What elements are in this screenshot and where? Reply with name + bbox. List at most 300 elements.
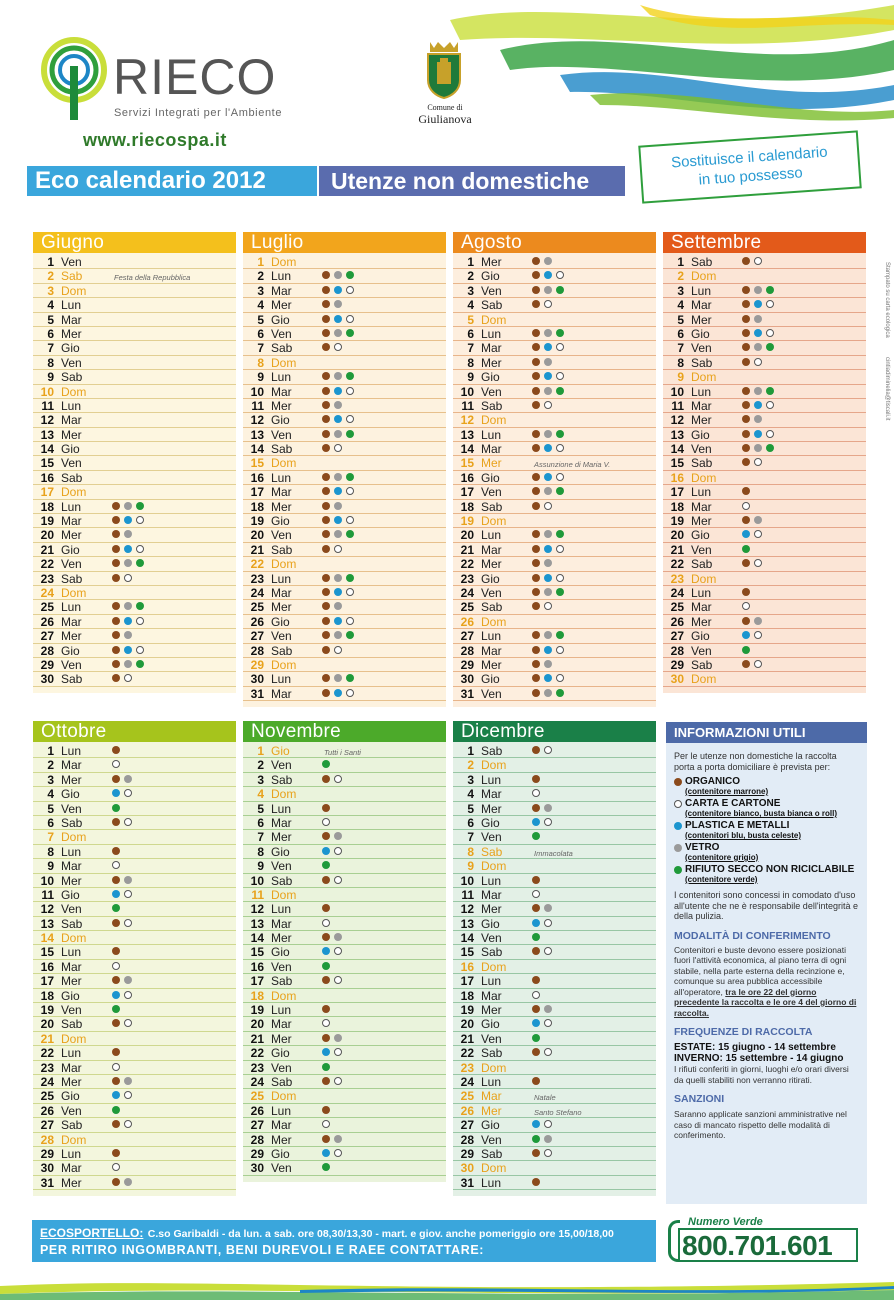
carta-dot-icon [112,1163,120,1171]
collection-dots [322,976,342,984]
collection-dots [322,876,342,884]
weekday: Dom [481,614,507,629]
day-row [243,385,446,399]
collection-dots [322,401,342,409]
plastica-dot-icon [754,401,762,409]
collection-dots [322,545,342,553]
carta-dot-icon [556,372,564,380]
collection-dots [112,646,144,654]
legend-sub: (contenitore grigio) [685,853,759,862]
collection-dots [112,1077,132,1085]
month-giugno [33,232,236,693]
weekday: Mar [481,887,502,902]
organico-dot-icon [322,876,330,884]
weekday: Mar [481,1089,502,1104]
plastica-dot-icon [544,574,552,582]
day-row [453,787,656,801]
plastica-dot-icon [544,343,552,351]
collection-dots [322,1034,342,1042]
collection-dots [112,1005,120,1013]
day-number: 30 [250,672,264,687]
collection-dots [532,358,552,366]
day-row [33,902,236,916]
vetro-dot-icon [334,832,342,840]
day-row [663,514,866,528]
day-number: 23 [250,1060,264,1075]
carta-dot-icon [346,487,354,495]
day-row [243,255,446,269]
organico-dot-icon [112,674,120,682]
organico-dot-icon [742,257,750,265]
organico-dot-icon [112,602,120,610]
collection-dots [742,415,762,423]
secco-dot-icon [112,904,120,912]
day-row [663,341,866,355]
collection-dots [112,861,120,869]
replace-calendar-stamp [638,130,862,203]
weekday: Mar [61,859,82,874]
weekday: Mar [271,384,292,399]
day-number: 30 [250,1161,264,1176]
day-number: 8 [47,844,54,859]
secco-dot-icon [346,674,354,682]
organico-dot-icon [322,343,330,351]
weekday: Lun [271,470,292,485]
organico-dot-icon [322,1005,330,1013]
collection-dots [742,646,750,654]
carta-dot-icon [742,602,750,610]
organico-dot-icon [322,689,330,697]
day-row [243,845,446,859]
day-row [453,1104,656,1118]
legend-sub: (contenitore verde) [685,875,758,884]
collection-dots [532,674,564,682]
carta-dot-icon [556,473,564,481]
secco-dot-icon [556,286,564,294]
day-row [453,658,656,672]
numero-verde-label: Numero Verde [688,1216,763,1228]
month-title: Dicembre [453,721,656,742]
weekday: Lun [271,902,292,917]
weekday: Gio [271,1146,290,1161]
weekday: Dom [481,1161,507,1176]
day-row [453,586,656,600]
weekday: Mer [61,772,82,787]
day-row [243,442,446,456]
day-number: 11 [461,398,474,413]
secco-dot-icon [346,329,354,337]
carta-dot-icon [346,689,354,697]
vetro-dot-icon [124,976,132,984]
collection-dots [742,559,762,567]
collection-dots [532,818,552,826]
weekday: Ven [271,758,292,773]
rieco-logo-icon [36,36,112,120]
day-number: 19 [40,514,54,529]
collection-dots [322,1106,330,1114]
day-row [453,960,656,974]
organico-dot-icon [322,933,330,941]
day-row [243,586,446,600]
banner-subtitle: Utenze non domestiche [319,166,625,196]
day-row [33,341,236,355]
weekday: Mar [481,643,502,658]
day-number: 11 [671,398,684,413]
day-row [453,428,656,442]
carta-dot-icon [346,286,354,294]
plastica-dot-icon [754,300,762,308]
organico-dot-icon [742,444,750,452]
carta-dot-icon [334,976,342,984]
carta-dot-icon [544,401,552,409]
weekday: Mer [481,557,502,572]
day-row [453,413,656,427]
vetro-dot-icon [334,674,342,682]
collection-dots [532,588,564,596]
day-row [663,327,866,341]
day-row [663,528,866,542]
vetro-dot-icon [124,530,132,538]
vetro-dot-icon [334,530,342,538]
collection-dots [532,343,564,351]
secco-dot-icon [532,1135,540,1143]
collection-dots [112,1120,132,1128]
footer-bar [32,1220,656,1262]
organico-dot-icon [742,430,750,438]
day-number: 30 [460,1161,474,1176]
day-row [453,356,656,370]
organico-dot-icon [112,1019,120,1027]
weekday: Lun [481,528,502,543]
day-row [33,672,236,686]
weekday: Dom [481,758,507,773]
day-row [243,399,446,413]
day-row [33,1176,236,1190]
day-row [243,787,446,801]
day-row [663,485,866,499]
day-number: 24 [250,1074,264,1089]
day-number: 27 [670,629,684,644]
collection-dots [112,1048,120,1056]
carta-dot-icon [124,1019,132,1027]
month-days [453,744,656,1190]
collection-dots [112,545,144,553]
month-title: Luglio [243,232,446,253]
secco-dot-icon [136,559,144,567]
weekday: Ven [481,1132,502,1147]
day-number: 1 [257,744,264,758]
secco-dot-icon [136,602,144,610]
weekday: Mar [691,298,712,313]
collection-dots [322,271,354,279]
day-row [453,1133,656,1147]
organico-dot-icon [112,631,120,639]
organico-dot-icon [532,588,540,596]
day-number: 17 [250,485,264,500]
day-number: 31 [250,686,264,701]
carta-dot-icon [124,919,132,927]
carta-dot-icon [112,962,120,970]
day-number: 11 [251,398,264,413]
organico-dot-icon [532,1149,540,1157]
vetro-dot-icon [334,1034,342,1042]
day-number: 7 [257,341,264,356]
weekday: Sab [61,370,83,385]
day-row [453,269,656,283]
weekday: Gio [481,269,500,284]
collection-dots [742,286,774,294]
day-number: 21 [670,542,684,557]
weekday: Dom [61,283,87,298]
carta-dot-icon [124,674,132,682]
collection-dots [532,919,552,927]
day-number: 10 [250,384,264,399]
collection-dots [532,1005,552,1013]
plastica-dot-icon [112,890,120,898]
weekday: Mer [61,1074,82,1089]
day-number: 19 [250,514,264,529]
collection-dots [532,1178,540,1186]
collection-dots [112,847,120,855]
organico-dot-icon [532,674,540,682]
collection-dots [322,574,354,582]
day-number: 7 [677,341,684,356]
collection-dots [322,530,354,538]
organico-dot-icon [322,574,330,582]
weekday: Sab [481,844,503,859]
collection-dots [322,631,354,639]
freq-title: FREQUENZE DI RACCOLTA [674,1026,813,1038]
vetro-dot-icon [334,502,342,510]
plastica-dot-icon [532,919,540,927]
vetro-dot-icon [544,559,552,567]
carta-dot-icon [754,530,762,538]
day-row [453,874,656,888]
carta-dot-icon [754,660,762,668]
day-row [243,902,446,916]
day-row [453,298,656,312]
plastica-dot-icon [754,430,762,438]
weekday: Lun [61,499,82,514]
plastica-dot-icon [334,617,342,625]
collection-dots [112,602,144,610]
carta-dot-icon [544,1019,552,1027]
vetro-dot-icon [544,358,552,366]
carta-dot-icon [544,602,552,610]
weekday: Lun [271,672,292,687]
day-row [243,802,446,816]
day-row [663,543,866,557]
day-number: 22 [460,557,474,572]
day-number: 21 [250,542,264,557]
day-row [453,1075,656,1089]
day-number: 9 [677,370,684,385]
day-row [243,1017,446,1031]
collection-dots [532,876,540,884]
day-row [453,572,656,586]
weekday: Dom [481,312,507,327]
carta-dot-icon [556,574,564,582]
organico-dot-icon [532,473,540,481]
weekday: Sab [481,1146,503,1161]
day-number: 18 [250,988,264,1003]
day-row [243,514,446,528]
collection-dots [112,904,120,912]
carta-dot-icon [136,617,144,625]
weekday: Sab [691,557,713,572]
day-row [243,859,446,873]
info-note: I contenitori sono concessi in comodato d'uso all'utente che ne è responsabile dell'integrità e della pulizia. [674,890,859,921]
day-row [33,557,236,571]
weekday: Ven [61,1103,82,1118]
brush-swoosh-decoration [440,0,894,130]
collection-dots [532,689,564,697]
day-row [33,816,236,830]
day-number: 13 [460,427,474,442]
day-row [33,1032,236,1046]
day-number: 31 [40,1175,54,1190]
day-number: 3 [257,283,264,298]
day-number: 4 [47,787,54,802]
weekday: Dom [691,672,717,687]
day-number: 19 [670,514,684,529]
day-row [453,399,656,413]
weekday: Mar [61,614,82,629]
collection-dots [742,487,750,495]
weekday: Ven [61,255,82,269]
numero-verde-number: 800.701.601 [682,1230,833,1261]
vetro-dot-icon [754,286,762,294]
day-row [453,931,656,945]
day-number: 3 [47,772,54,787]
legend-sub: (contenitore marrone) [685,787,769,796]
day-number: 8 [257,355,264,370]
day-number: 13 [250,427,264,442]
weekday: Sab [481,499,503,514]
organico-dot-icon [322,545,330,553]
day-row [453,1176,656,1190]
day-row [453,514,656,528]
weekday: Sab [61,269,83,284]
day-number: 14 [40,442,54,457]
carta-dot-icon [334,1077,342,1085]
day-number: 8 [467,355,474,370]
weekday: Dom [481,514,507,529]
legend-label: PLASTICA E METALLI [685,820,790,831]
day-number: 24 [460,585,474,600]
organico-dot-icon [112,746,120,754]
ecosportello-line [40,1224,614,1242]
day-number: 20 [250,528,264,543]
day-number: 4 [467,298,474,313]
day-number: 26 [460,1103,474,1118]
weekday: Mer [61,528,82,543]
weekday: Gio [481,1017,500,1032]
day-number: 9 [467,370,474,385]
comune-label: Comune di [427,103,463,112]
day-number: 17 [40,974,54,989]
organico-dot-icon [322,1106,330,1114]
day-number: 18 [460,988,474,1003]
legend-item [674,798,859,818]
collection-dots [532,1120,552,1128]
day-row [453,687,656,701]
day-number: 1 [467,744,474,758]
month-dicembre [453,721,656,1196]
vetro-dot-icon [544,689,552,697]
day-row [453,902,656,916]
collection-dots [322,502,342,510]
organico-dot-icon [532,358,540,366]
day-row [663,644,866,658]
weekday: Dom [61,585,87,600]
collection-dots [322,1019,330,1027]
info-title: INFORMAZIONI UTILI [666,722,867,743]
secco-dot-icon [556,387,564,395]
day-row [453,341,656,355]
collection-dots [112,976,132,984]
weekday: Lun [481,427,502,442]
mod-text-underlined: tra le ore 22 del giorno precedente la raccolta e le ore 4 del giorno di raccolta. [674,986,857,1018]
day-number: 28 [40,1132,54,1147]
secco-dot-icon [742,646,750,654]
day-number: 26 [250,1103,264,1118]
collection-dots [532,574,564,582]
carta-dot-icon [766,300,774,308]
day-row [33,327,236,341]
day-row [663,471,866,485]
organico-dot-icon [322,401,330,409]
weekday: Lun [61,1146,82,1161]
day-row [243,428,446,442]
weekday: Gio [271,1046,290,1061]
carta-dot-icon [754,559,762,567]
day-number: 16 [460,470,474,485]
day-number: 27 [250,1118,264,1133]
carta-dot-icon [742,502,750,510]
day-number: 4 [257,298,264,313]
collection-dots [532,646,564,654]
ritiro-ingombranti: PER RITIRO INGOMBRANTI, BENI DUREVOLI E RAEE CONTATTARE: [40,1243,485,1257]
brand-website[interactable]: www.riecospa.it [83,130,227,150]
carta-dot-icon [124,789,132,797]
vetro-dot-icon [334,602,342,610]
collection-dots [322,861,330,869]
vetro-dot-icon [544,588,552,596]
day-number: 11 [41,398,54,413]
day-number: 17 [460,485,474,500]
weekday: Sab [481,298,503,313]
plastica-dot-icon [322,947,330,955]
plastica-dot-icon [124,646,132,654]
day-row [243,687,446,701]
weekday: Lun [271,801,292,816]
carta-dot-icon [124,1120,132,1128]
organico-dot-icon [322,804,330,812]
month-title: Agosto [453,232,656,253]
collection-dots [112,574,132,582]
weekday: Mer [61,326,82,341]
day-number: 15 [670,456,684,471]
collection-dots [112,818,132,826]
plastica-dot-icon [334,588,342,596]
numero-verde[interactable] [668,1216,860,1264]
day-number: 15 [250,945,264,960]
day-row [453,528,656,542]
day-number: 21 [40,1031,54,1046]
collection-dots [322,387,354,395]
day-number: 23 [250,571,264,586]
